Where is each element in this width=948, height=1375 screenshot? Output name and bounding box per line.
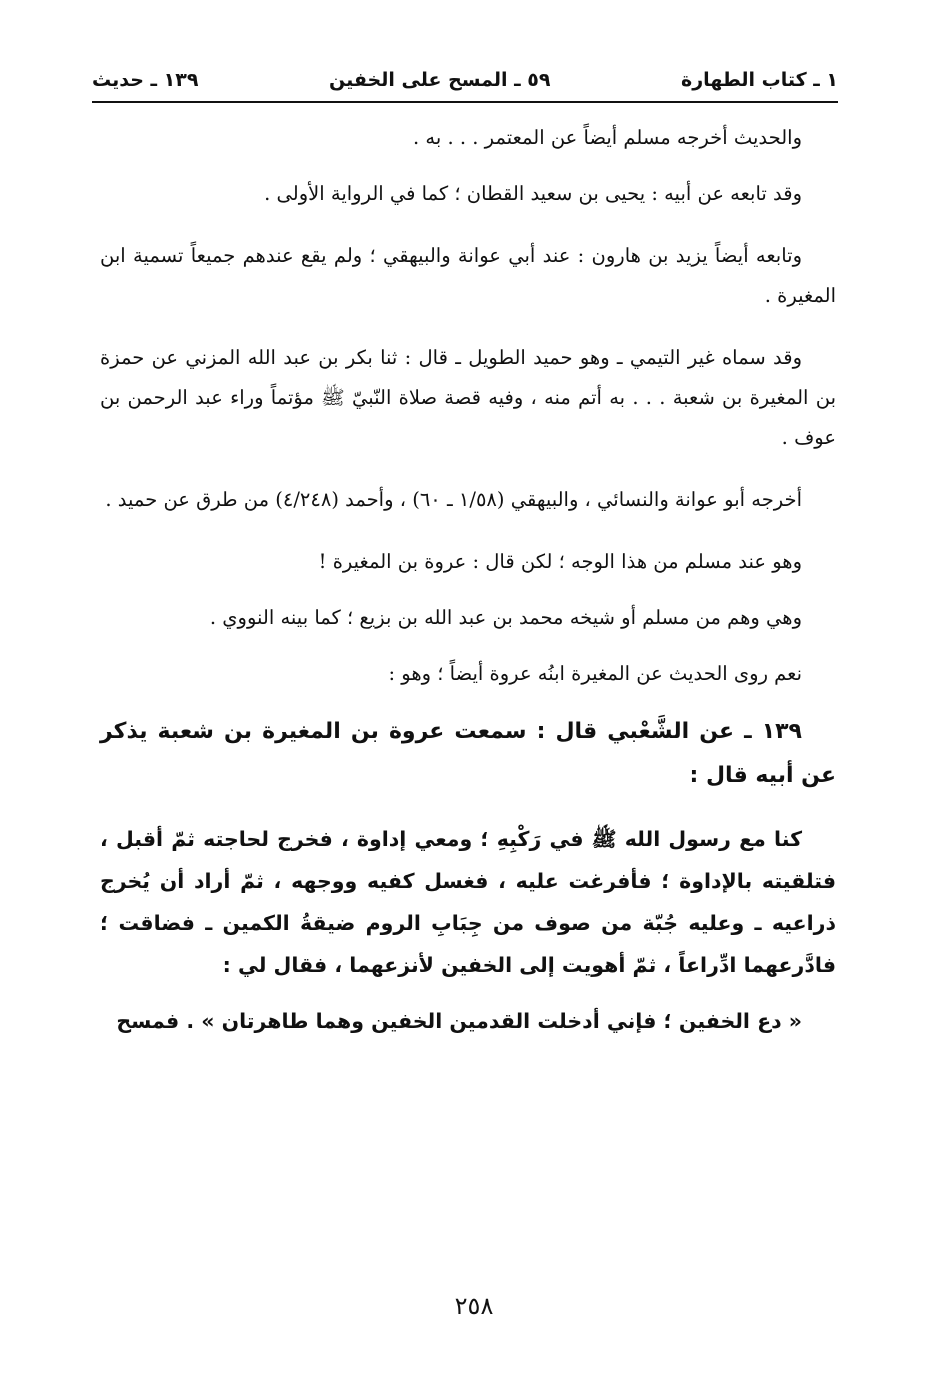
paragraph-3: وتابعه أيضاً يزيد بن هارون : عند أبي عوانة والبيهقي ؛ ولم يقع عندهم جميعاً تسمية ابن المغيرة .	[100, 244, 836, 307]
hadith-heading: ١٣٩ ـ عن الشَّعْبي قال : سمعت عروة بن المغيرة بن شعبة يذكر عن أبيه قال :	[100, 719, 836, 788]
paragraph-6: وهو عند مسلم من هذا الوجه ؛ لكن قال : عروة بن المغيرة !	[318, 550, 802, 573]
hadith-text-1: كنا مع رسول الله ﷺ في رَكْبِهِ ؛ ومعي إداوة ، فخرج لحاجته ثمّ أقبل ، فتلقيته بالإداوة ؛ فأفرغت عليه ، فغسل كفيه ووجهه ، ثمّ أراد أن يُخرج ذراعيه ـ وعليه جُبّة من صوف من جِبَابِ الروم ضيقةُ الكمين ـ فضاقت ؛ فادَّرعهما ادِّراعاً ، ثمّ أهويت إلى الخفين لأنزعهما ، فقال لي :	[100, 827, 836, 977]
paragraph-1: والحديث أخرجه مسلم أيضاً عن المعتمر . . . به .	[413, 126, 802, 149]
header-chapter: ١ ـ كتاب الطهارة	[681, 69, 838, 91]
header-divider	[92, 101, 838, 103]
hadith-text-2: « دع الخفين ؛ فإني أدخلت القدمين الخفين وهما طاهرتان » . فمسح	[116, 1009, 802, 1033]
paragraph-2: وقد تابعه عن أبيه : يحيى بن سعيد القطان ؛ كما في الرواية الأولى .	[264, 182, 802, 205]
paragraph-8: نعم روى الحديث عن المغيرة ابنُه عروة أيضاً ؛ وهو :	[388, 662, 802, 685]
paragraph-4: وقد سماه غير التيمي ـ وهو حميد الطويل ـ قال : ثنا بكر بن عبد الله المزني عن حمزة بن المغيرة بن شعبة . . . به أتم منه ، وفيه قصة صلاة النّبيّ ﷺ مؤتماً وراء عبد الرحمن بن عوف .	[100, 346, 836, 449]
running-header	[92, 62, 838, 98]
paragraph-5: أخرجه أبو عوانة والنسائي ، والبيهقي (١/٥٨ ـ ٦٠) ، وأحمد (٤/٢٤٨) من طرق عن حميد .	[105, 488, 802, 511]
page-number: ٢٥٨	[454, 1292, 494, 1320]
paragraph-7: وهي وهم من مسلم أو شيخه محمد بن عبد الله بن بزيع ؛ كما بينه النووي .	[209, 606, 802, 629]
header-section: ٥٩ ـ المسح على الخفين	[329, 69, 551, 91]
page-body	[100, 118, 836, 1056]
header-hadith-number: ١٣٩ ـ حديث	[92, 69, 199, 91]
